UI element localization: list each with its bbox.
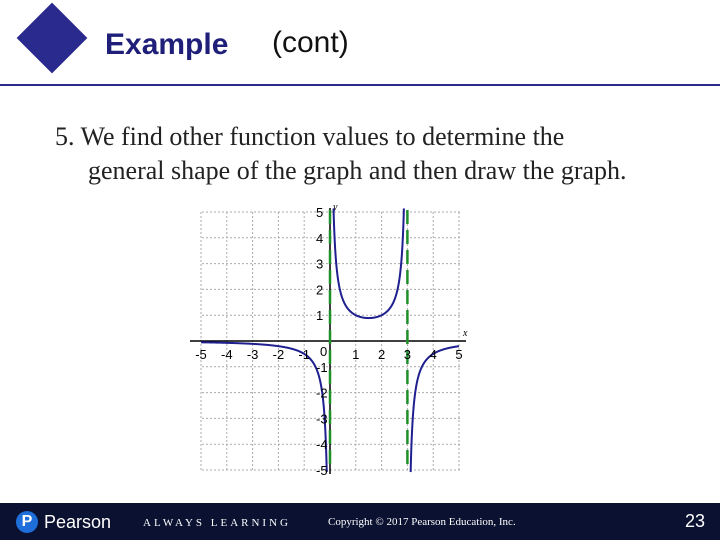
y-tick-label: -5 [316,463,328,478]
slide-subtitle: (cont) [272,26,349,59]
y-tick-label: -4 [316,437,328,453]
page-number: 23 [684,511,705,531]
y-tick-label: 1 [316,308,324,324]
curve-branch-middle [334,208,404,318]
y-axis-label: y [333,202,338,213]
y-tick-label: -3 [316,411,328,427]
asymptote-lines [330,210,407,470]
tagline: ALWAYS LEARNING [143,517,291,529]
x-tick-label: 4 [429,347,437,362]
pearson-logo-icon: P [16,511,38,533]
x-axis-label: x [463,328,468,339]
slide-footer [0,503,720,540]
y-tick-label: 4 [316,230,324,246]
slide-title: Example [105,28,229,61]
y-tick-label: 3 [316,256,324,272]
x-tick-label: -5 [195,347,207,362]
step-text-line-2: general shape of the graph and then draw the graph. [88,156,627,185]
copyright-text: Copyright © 2017 Pearson Education, Inc. [328,516,516,528]
x-tick-label: -3 [246,347,259,362]
y-tick-label: 2 [316,282,324,298]
y-tick-label: -2 [316,385,328,401]
y-tick-label: -1 [316,359,328,375]
y-tick-label: 5 [316,205,324,220]
brand-name: Pearson [44,512,112,532]
x-tick-label: -4 [221,347,233,362]
step-text-line-1: 5. We find other function values to determine the [55,122,565,151]
x-tick-label: -1 [298,347,310,362]
x-tick-label: 0 [320,344,328,359]
curve-branch-right [411,346,459,472]
x-tick-label: 5 [455,347,463,362]
x-tick-label: -2 [272,347,285,362]
x-tick-label: 1 [352,347,360,362]
x-tick-label: 3 [403,347,412,362]
x-tick-label: 2 [377,347,386,362]
